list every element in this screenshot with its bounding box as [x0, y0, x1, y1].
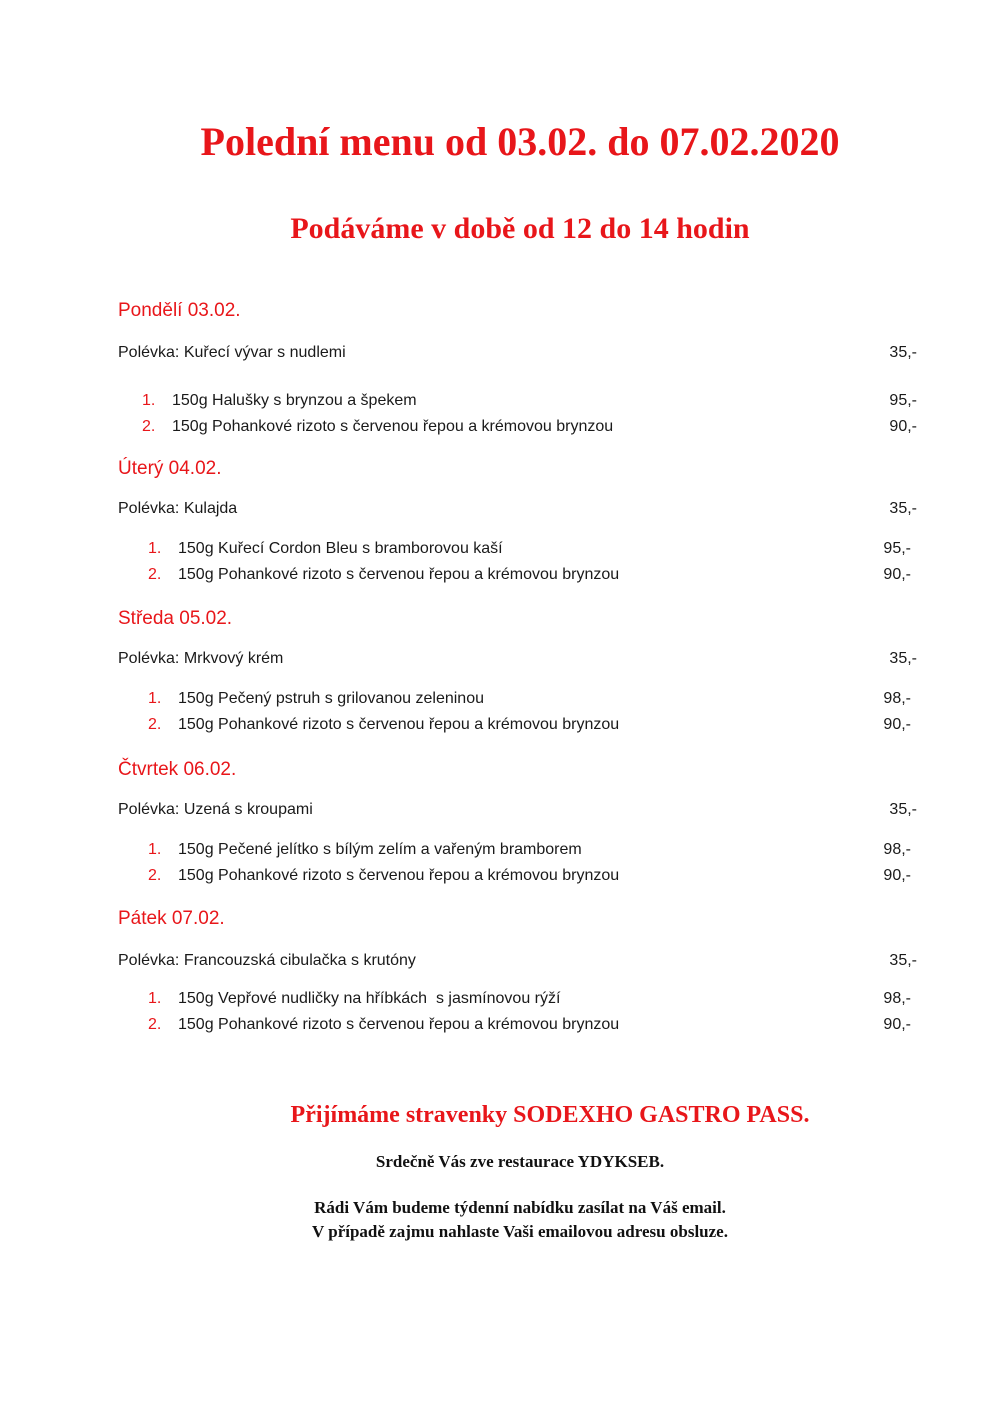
item-number: 2.	[142, 418, 156, 435]
dish-name: 150g Pečené jelítko s bílým zelím a vařeným bramborem	[178, 841, 582, 858]
list-item	[118, 388, 918, 414]
dish-price: 98,-	[883, 690, 911, 707]
dish-list	[124, 837, 918, 889]
soup-name: Polévka: Mrkvový krém	[118, 650, 284, 667]
dish-list	[124, 686, 918, 738]
item-number: 1.	[148, 841, 162, 858]
day-name: Pátek 07.02.	[118, 908, 225, 929]
meal-voucher-notice: Přijímáme stravenky SODEXHO GASTRO PASS.	[290, 1102, 810, 1128]
list-item	[124, 986, 918, 1012]
dish-price: 98,-	[883, 841, 911, 858]
dish-name: 150g Halušky s brynzou a špekem	[172, 392, 417, 409]
list-item	[118, 414, 918, 440]
soup-name: Polévka: Uzená s kroupami	[118, 801, 313, 818]
soup-price: 35,-	[889, 344, 917, 361]
day-name: Čtvrtek 06.02.	[118, 759, 237, 780]
soup-row	[118, 498, 918, 520]
soup-row	[118, 648, 918, 670]
dish-name: 150g Pohankové rizoto s červenou řepou a krémovou brynzou	[178, 1016, 620, 1033]
dish-price: 95,-	[883, 540, 911, 557]
day-name: Pondělí 03.02.	[118, 300, 241, 321]
dish-price: 90,-	[883, 566, 911, 583]
item-number: 2.	[148, 867, 162, 884]
day-section	[118, 904, 918, 1054]
email-request-line: V případě zajmu nahlaste Vaši emailovou adresu obsluze.	[312, 1222, 728, 1241]
day-section	[118, 296, 918, 456]
dish-name: 150g Pohankové rizoto s červenou řepou a krémovou brynzou	[178, 716, 620, 733]
soup-row	[118, 342, 918, 364]
dish-name: 150g Pohankové rizoto s červenou řepou a krémovou brynzou	[178, 566, 620, 583]
serving-hours: Podáváme v době od 12 do 14 hodin	[290, 212, 750, 245]
soup-name: Polévka: Kulajda	[118, 500, 238, 517]
dish-price: 90,-	[883, 867, 911, 884]
list-item	[124, 536, 918, 562]
item-number: 1.	[148, 540, 162, 557]
dish-price: 98,-	[883, 990, 911, 1007]
list-item	[124, 562, 918, 588]
item-number: 1.	[148, 990, 162, 1007]
email-offer-line: Rádi Vám budeme týdenní nabídku zasílat na Váš email.	[314, 1198, 726, 1217]
soup-price: 35,-	[889, 952, 917, 969]
item-number: 1.	[142, 392, 156, 409]
dish-list	[118, 388, 918, 440]
item-number: 2.	[148, 1016, 162, 1033]
list-item	[124, 1012, 918, 1038]
day-section	[118, 755, 918, 905]
soup-row	[118, 799, 918, 821]
list-item	[124, 863, 918, 889]
soup-price: 35,-	[889, 500, 917, 517]
dish-name: 150g Kuřecí Cordon Bleu s bramborovou kaší	[178, 540, 503, 557]
dish-name: 150g Vepřové nudličky na hříbkách s jasmínovou rýží	[178, 990, 561, 1007]
dish-list	[124, 536, 918, 588]
item-number: 2.	[148, 566, 162, 583]
day-name: Středa 05.02.	[118, 608, 233, 629]
soup-name: Polévka: Kuřecí vývar s nudlemi	[118, 344, 346, 361]
soup-price: 35,-	[889, 650, 917, 667]
item-number: 2.	[148, 716, 162, 733]
list-item	[124, 686, 918, 712]
soup-row	[118, 950, 918, 972]
page-title: Polední menu od 03.02. do 07.02.2020	[200, 119, 840, 164]
dish-list	[124, 986, 918, 1038]
dish-name: 150g Pohankové rizoto s červenou řepou a krémovou brynzou	[178, 867, 620, 884]
dish-price: 90,-	[883, 1016, 911, 1033]
dish-price: 90,-	[889, 418, 917, 435]
dish-name: 150g Pohankové rizoto s červenou řepou a krémovou brynzou	[172, 418, 614, 435]
restaurant-invite: Srdečně Vás zve restaurace YDYKSEB.	[375, 1152, 665, 1171]
dish-price: 95,-	[889, 392, 917, 409]
list-item	[124, 712, 918, 738]
dish-price: 90,-	[883, 716, 911, 733]
list-item	[124, 837, 918, 863]
soup-price: 35,-	[889, 801, 917, 818]
day-section	[118, 604, 918, 754]
day-name: Úterý 04.02.	[118, 458, 222, 479]
dish-name: 150g Pečený pstruh s grilovanou zeleninou	[178, 690, 484, 707]
soup-name: Polévka: Francouzská cibulačka s krutóny	[118, 952, 416, 969]
day-section	[118, 454, 918, 604]
item-number: 1.	[148, 690, 162, 707]
